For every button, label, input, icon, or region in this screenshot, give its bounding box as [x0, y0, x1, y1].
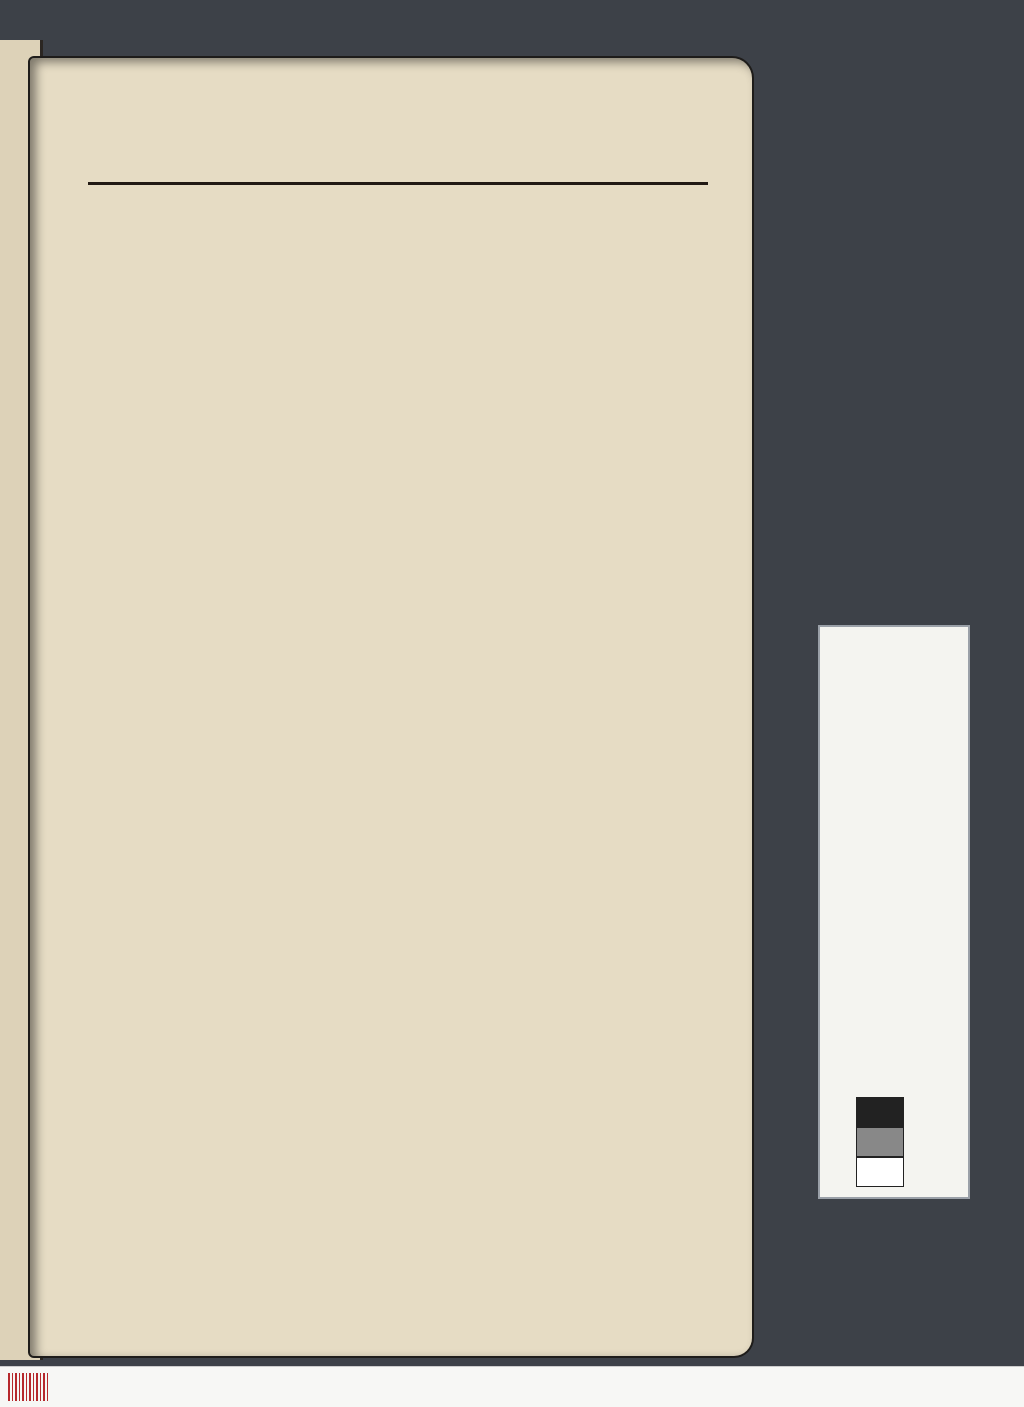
header-rule	[88, 182, 708, 185]
page-header	[300, 138, 520, 173]
footer-bar	[0, 1366, 1024, 1407]
swatch-gray	[856, 1127, 904, 1157]
swatch-white	[856, 1157, 904, 1187]
swatch-black	[856, 1097, 904, 1127]
entry-17-1	[78, 394, 708, 428]
gray-scale-ruler	[818, 625, 970, 1199]
hab-logo-icon	[8, 1373, 48, 1401]
book-page	[30, 58, 752, 1356]
